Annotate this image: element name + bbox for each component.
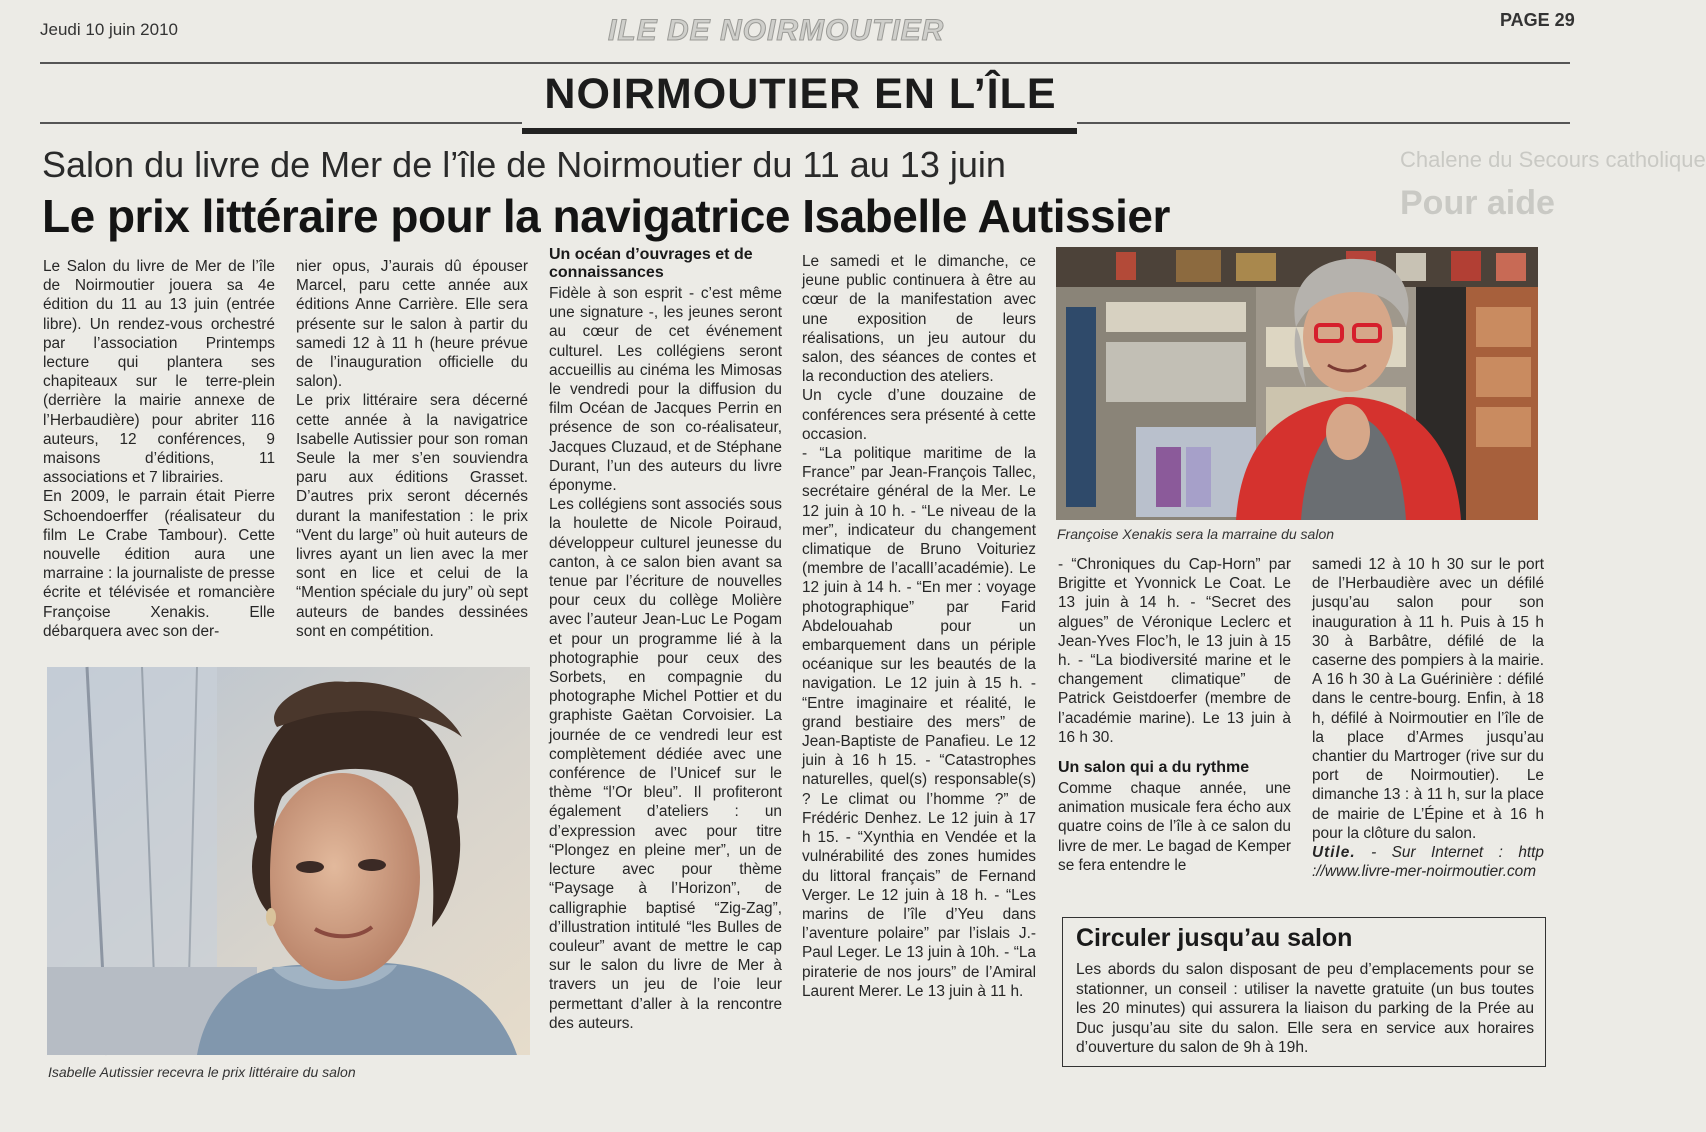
issue-date: Jeudi 10 juin 2010	[40, 20, 179, 39]
portrait-illustration	[1056, 247, 1538, 520]
column-6	[1312, 555, 1544, 881]
photo-francoise-xenakis	[1056, 247, 1538, 520]
town-kicker: NOIRMOUTIER EN L’ÎLE	[544, 70, 1057, 118]
header-rule	[40, 62, 1570, 64]
sidebar-box-text: Les abords du salon disposant de peu d’emplacements pour se stationner, un conseil : utiliser la navette gratuite (un bus toutes les 20 minutes) qui assurera la liaison du parking de la Prée au Duc jusqu’au site du salon. Elle sera en service aux horaires d’ouverture du salon de 9h à 19h.	[1076, 961, 1534, 1056]
subheading-rythme: Un salon qui a du rythme	[1058, 759, 1250, 777]
paragraph: En 2009, le parrain était Pierre Schoendoerffer (réalisateur du film Le Crabe Tambour). Cette nouvelle édition aura une marraine : la journaliste de presse écrite et télévisée et romancière Françoise Xenakis. Elle débarquera avec son der-	[43, 488, 275, 640]
paragraph: Le samedi et le dimanche, ce jeune public continuera à être au cœur de la manifestation avec une exposition de leurs réalisations, un jeu autour du salon, des séances de contes et la reconduction des ateliers.	[802, 253, 1036, 386]
paragraph: Les collégiens sont associés sous la houlette de Nicole Poiraud, développeur culturel jeunesse du canton, à ce salon bien avant sa tenue par l’écriture de nouvelles pour ceux du collège Molière avec l’auteur Jean-Luc Le Pogam et pour un programme lié à la photographie pour ceux des Sorbets, en compagnie du photographe Michel Pottier et du graphiste Gaëtan Corvoisier. La journée de ce vendredi leur est complètement dédiée avec une conférence de l’Unicef sur le thème “l’Or bleu”. Il profiteront également d’ateliers : un d’expression avec pour titre “Plongez en pleine mer”, un de lecture avec pour thème “Paysage à l’Horizon”, de calligraphie baptisé “Zig-Zag”, d’illustration intitulé “les Bulles de couleur” avant de mettre le cap sur le salon du livre de Mer à travers un jeu de l’oie leur permettant d’aller à la rencontre des auteurs.	[549, 496, 782, 1032]
caption-photo-xenakis: Françoise Xenakis sera la marraine du salon	[1057, 526, 1335, 542]
paragraph: samedi 12 à 10 h 30 sur le port de l’Herbaudière avec un défilé jusqu’au salon pour son inauguration à 11 h. Puis à 15 h 30 à Barbâtre, défilé de la caserne des pompiers à la mairie. A 16 h 30 à La Guérinière : défilé dans le centre-bourg. Enfin, à 18 h, défilé à Noirmoutier en l’île de la place d’Armes jusqu’au chantier du Martroger (rive sur du port de Noirmoutier). Le dimanche 13 : à 11 h, sur la place de mairie de L’Épine et à 16 h pour la clôture du salon.	[1312, 556, 1544, 842]
article-surtitle: Salon du livre de Mer de l’île de Noirmoutier du 11 au 13 juin	[42, 144, 1006, 185]
sidebar-box-title: Circuler jusqu’au salon	[1076, 924, 1353, 952]
useful-info	[1312, 843, 1544, 881]
useful-text: - Sur Internet : http ://www.livre-mer-noirmoutier.com	[1312, 844, 1544, 881]
paragraph: nier opus, J’aurais dû épouser Marcel, paru cette année aux éditions Anne Carrière. Elle sera présente sur le salon à partir du samedi 12 à 11 h (heure prévue de l’inauguration officielle du salon).	[296, 258, 528, 391]
paragraph: Le prix littéraire sera décerné cette année à la navigatrice Isabelle Autissier pour son roman Seule la mer s’en souviendra paru aux éditions Grasset. D’autres prix seront décernés durant la manifestation : le prix “Vent du large” où huit auteurs de livres ayant un lien avec la mer sont en lice et celui de la “Mention spéciale du jury” où sept auteurs de bandes dessinées sont en compétition.	[296, 392, 528, 640]
photo-isabelle-autissier	[47, 667, 530, 1055]
section-header: ILE DE NOIRMOUTIER	[608, 14, 945, 47]
column-2	[296, 257, 528, 641]
column-5	[1058, 555, 1291, 875]
column-4	[802, 252, 1036, 1001]
portrait-illustration	[47, 667, 530, 1055]
conference-list: - “La politique maritime de la France” par Jean-François Tallec, secrétaire général de la Mer. Le 12 juin à 10 h. - “Le niveau de la mer”, indicateur du changement climatique de Bruno Voituriez (membre de l’acallI’académie). Le 12 juin à 14 h. - “En mer : voyage photographique” par Farid Abdelouahab pour un embarquement dans un périple océanique sur les beautés de la navigation. Le 12 juin à 15 h. - “Entre imaginaire et réalité, le grand bestiaire des mers” de Jean-Baptiste de Panafieu. Le 12 juin à 16 h 15. - “Catastrophes naturelles, quel(s) responsable(s) ? Le climat ou l’homme ?” de Frédéric Denhez. Le 12 juin à 17 h 15. - “Xynthia en Vendée et la vulnérabilité des zones humides du littoral français” de Fernand Verger. Le 12 juin à 18 h. - “Les marins de l’île d’Yeu dans l’aventure polaire” par l’islais J.-Paul Leger. Le 13 juin à 10h. - “La piraterie de nos jours” de l’Amiral Laurent Merer. Le 13 juin à 11 h.	[802, 445, 1036, 1000]
subheading-ocean: Un océan d’ouvrages et de connaissances	[549, 246, 753, 281]
caption-photo-autissier: Isabelle Autissier recevra le prix littéraire du salon	[48, 1064, 356, 1080]
page-number: PAGE 29	[1500, 10, 1575, 30]
conference-list: - “Chroniques du Cap-Horn” par Brigitte et Yvonnick Le Coat. Le 13 juin à 14 h. - “Secret des algues” de Véronique Leclerc et Jean-Yves Floc’h, le 13 juin à 15 h. - “La biodiversité marine et le changement climatique” de Patrick Geistdoerfer (membre de l’académie marine). Le 13 juin à 16 h 30.	[1058, 556, 1291, 746]
paragraph: Fidèle à son esprit - c’est même une signature -, les jeunes seront au cœur de cet événement culturel. Les collégiens seront accueillis au cinéma les Mimosas le vendredi pour la diffusion du film Océan de Jacques Perrin en présence de son co-réalisateur, Jacques Cluzaud, et de Stéphane Durant, l’un des auteurs du livre éponyme.	[549, 285, 782, 495]
article-title: Le prix littéraire pour la navigatrice Isabelle Autissier	[42, 190, 1170, 242]
paragraph: Un cycle d’une douzaine de conférences sera présenté à cette occasion.	[802, 387, 1036, 443]
column-1	[43, 257, 275, 641]
column-3	[549, 246, 782, 1033]
useful-label: Utile.	[1312, 844, 1356, 862]
bleed-through-text: Chalene du Secours catholique Pour aide	[1400, 147, 1706, 222]
paragraph: Comme chaque année, une animation musicale fera écho aux quatre coins de l’île à ce salon du livre de mer. Le bagad de Kemper se fera entendre le	[1058, 780, 1291, 874]
paragraph: Le Salon du livre de Mer de l’île de Noirmoutier jouera sa 4e édition du 11 au 13 juin (entrée libre). Un rendez-vous orchestré par l’association Printemps lecture qui plantera ses chapiteaux sur le terre-plein (derrière la mairie annexe de l’Herbaudière) pour abriter 116 auteurs, 12 conférences, 9 maisons d’éditions, 11 associations et 7 librairies.	[43, 258, 275, 487]
